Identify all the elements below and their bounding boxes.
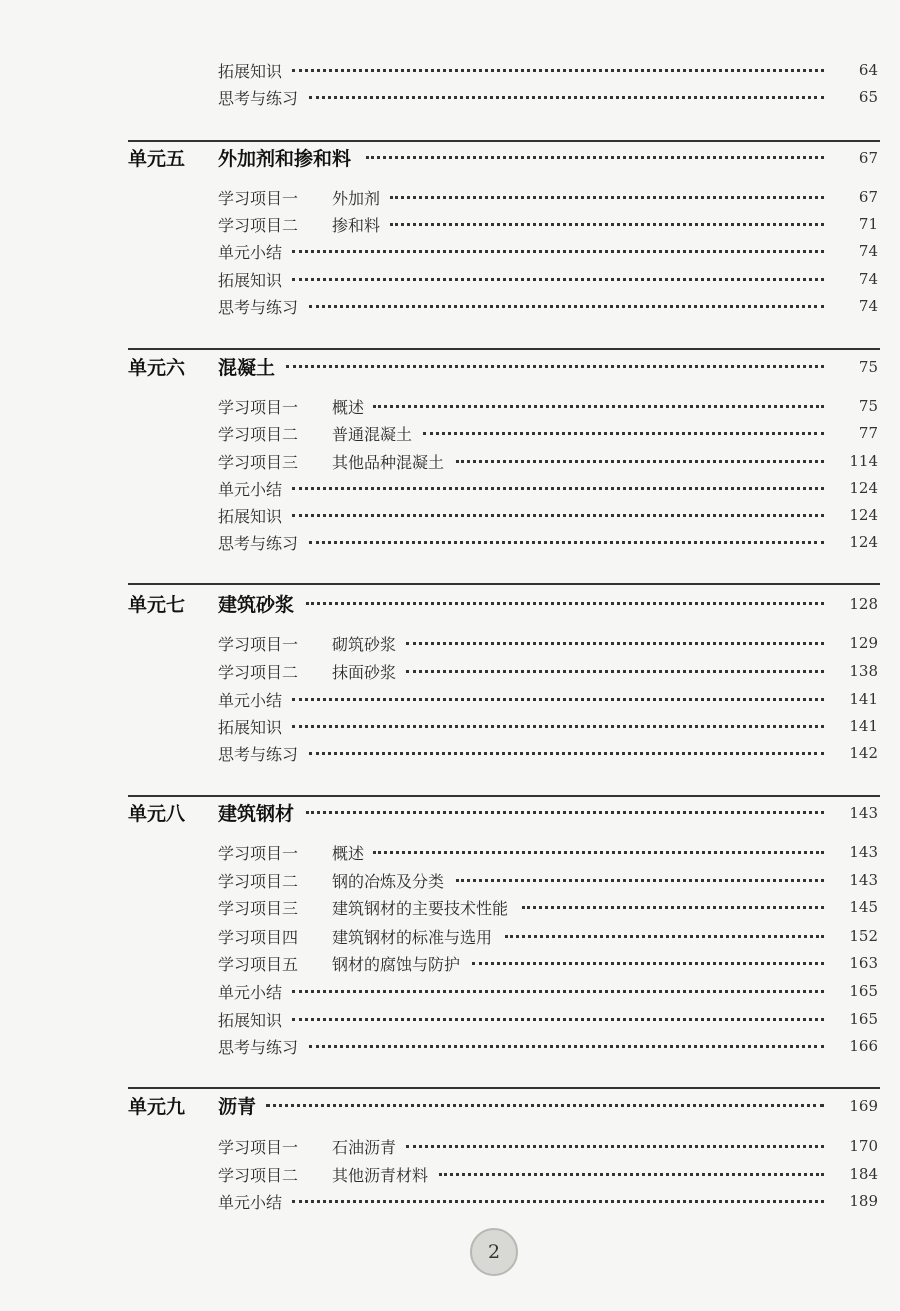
page-reference: 165 bbox=[849, 982, 878, 1000]
page-reference: 128 bbox=[849, 595, 878, 613]
toc-subentry[interactable] bbox=[0, 83, 900, 111]
page-reference: 129 bbox=[849, 634, 878, 652]
entry-label: 学习项目二 bbox=[218, 1165, 299, 1185]
entry-label: 学习项目一 bbox=[218, 188, 299, 208]
toc-subentry[interactable] bbox=[0, 292, 900, 320]
page-reference: 74 bbox=[858, 297, 878, 315]
entry-label: 学习项目二 bbox=[218, 215, 299, 235]
toc-subentry[interactable] bbox=[0, 866, 900, 894]
entry-title: 抹面砂浆 bbox=[332, 662, 397, 682]
entry-label: 学习项目五 bbox=[218, 954, 299, 974]
toc-subentry[interactable] bbox=[0, 237, 900, 265]
page-reference: 143 bbox=[849, 843, 878, 861]
toc-subentry[interactable] bbox=[0, 629, 900, 657]
entry-label: 学习项目一 bbox=[218, 843, 299, 863]
page-reference: 166 bbox=[849, 1037, 878, 1055]
leader-dots bbox=[286, 363, 824, 368]
entry-label: 单元小结 bbox=[218, 242, 283, 262]
toc-subentry[interactable] bbox=[0, 838, 900, 866]
toc-subentry[interactable] bbox=[0, 685, 900, 713]
entry-label: 学习项目二 bbox=[218, 424, 299, 444]
leader-dots bbox=[266, 1102, 824, 1107]
page-number: 2 bbox=[487, 1241, 501, 1263]
toc-subentry[interactable] bbox=[0, 739, 900, 767]
entry-label: 思考与练习 bbox=[218, 88, 299, 108]
entry-label: 学习项目三 bbox=[218, 452, 299, 472]
leader-dots bbox=[522, 904, 825, 909]
toc-subentry[interactable] bbox=[0, 657, 900, 685]
entry-label: 思考与练习 bbox=[218, 744, 299, 764]
toc-subentry[interactable] bbox=[0, 528, 900, 556]
page-reference: 124 bbox=[849, 533, 878, 551]
page-reference: 142 bbox=[849, 744, 878, 762]
page-reference: 138 bbox=[849, 662, 878, 680]
leader-dots bbox=[439, 1171, 824, 1176]
entry-label: 学习项目一 bbox=[218, 634, 299, 654]
entry-title: 砌筑砂浆 bbox=[332, 634, 397, 654]
toc-subentry[interactable] bbox=[0, 893, 900, 921]
page-reference: 141 bbox=[849, 690, 878, 708]
unit-number: 单元七 bbox=[128, 593, 186, 616]
entry-label: 思考与练习 bbox=[218, 297, 299, 317]
entry-label: 学习项目二 bbox=[218, 662, 299, 682]
page-reference: 143 bbox=[849, 804, 878, 822]
page-reference: 75 bbox=[858, 358, 878, 376]
page-reference: 141 bbox=[849, 717, 878, 735]
leader-dots bbox=[292, 67, 824, 72]
leader-dots bbox=[309, 539, 825, 544]
unit-number: 单元八 bbox=[128, 802, 186, 825]
toc-subentry[interactable] bbox=[0, 922, 900, 950]
leader-dots bbox=[309, 750, 825, 755]
entry-label: 单元小结 bbox=[218, 982, 283, 1002]
toc-subentry[interactable] bbox=[0, 56, 900, 84]
toc-unit-entry[interactable] bbox=[0, 1088, 900, 1122]
leader-dots bbox=[390, 194, 825, 199]
leader-dots bbox=[292, 248, 824, 253]
toc-subentry[interactable] bbox=[0, 392, 900, 420]
leader-dots bbox=[292, 988, 824, 993]
page-reference: 124 bbox=[849, 479, 878, 497]
leader-dots bbox=[292, 696, 824, 701]
entry-label: 单元小结 bbox=[218, 479, 283, 499]
page-reference: 67 bbox=[858, 149, 878, 167]
entry-label: 拓展知识 bbox=[218, 270, 283, 290]
entry-label: 单元小结 bbox=[218, 1192, 283, 1212]
entry-title: 其他品种混凝土 bbox=[332, 452, 445, 472]
page-reference: 77 bbox=[858, 424, 878, 442]
page-reference: 152 bbox=[849, 927, 878, 945]
entry-title: 钢材的腐蚀与防护 bbox=[332, 954, 461, 974]
toc-subentry[interactable] bbox=[0, 183, 900, 211]
page-reference: 163 bbox=[849, 954, 878, 972]
toc-subentry[interactable] bbox=[0, 1187, 900, 1215]
entry-label: 学习项目二 bbox=[218, 871, 299, 891]
page-reference: 75 bbox=[858, 397, 878, 415]
toc-subentry[interactable] bbox=[0, 977, 900, 1005]
entry-label: 学习项目一 bbox=[218, 397, 299, 417]
unit-number: 单元五 bbox=[128, 147, 186, 170]
entry-label: 拓展知识 bbox=[218, 506, 283, 526]
page-reference: 64 bbox=[858, 61, 878, 79]
page-reference: 165 bbox=[849, 1010, 878, 1028]
entry-title: 建筑钢材的主要技术性能 bbox=[332, 898, 509, 918]
leader-dots bbox=[390, 221, 825, 226]
leader-dots bbox=[309, 1043, 825, 1048]
page-reference: 143 bbox=[849, 871, 878, 889]
unit-number: 单元九 bbox=[128, 1095, 186, 1118]
leader-dots bbox=[292, 1016, 824, 1021]
leader-dots bbox=[472, 960, 824, 965]
toc-subentry[interactable] bbox=[0, 1032, 900, 1060]
page-reference: 169 bbox=[849, 1097, 878, 1115]
leader-dots bbox=[292, 723, 824, 728]
entry-title: 概述 bbox=[332, 843, 365, 863]
toc-subentry[interactable] bbox=[0, 447, 900, 475]
leader-dots bbox=[292, 512, 824, 517]
leader-dots bbox=[456, 877, 825, 882]
entry-title: 概述 bbox=[332, 397, 365, 417]
unit-title: 沥青 bbox=[218, 1095, 257, 1118]
entry-title: 钢的冶炼及分类 bbox=[332, 871, 445, 891]
unit-title: 建筑钢材 bbox=[218, 802, 295, 825]
page-reference: 65 bbox=[858, 88, 878, 106]
page-reference: 67 bbox=[858, 188, 878, 206]
leader-dots bbox=[306, 600, 824, 605]
leader-dots bbox=[423, 430, 825, 435]
toc-subentry[interactable] bbox=[0, 501, 900, 529]
page-reference: 184 bbox=[849, 1165, 878, 1183]
toc-subentry[interactable] bbox=[0, 419, 900, 447]
leader-dots bbox=[406, 668, 824, 673]
leader-dots bbox=[292, 485, 824, 490]
section-divider bbox=[128, 583, 880, 585]
toc-subentry[interactable] bbox=[0, 1005, 900, 1033]
entry-label: 思考与练习 bbox=[218, 533, 299, 553]
entry-title: 外加剂 bbox=[332, 188, 381, 208]
leader-dots bbox=[292, 1198, 824, 1203]
leader-dots bbox=[292, 276, 824, 281]
unit-title: 建筑砂浆 bbox=[218, 593, 295, 616]
entry-label: 拓展知识 bbox=[218, 1010, 283, 1030]
leader-dots bbox=[373, 849, 824, 854]
entry-title: 掺和料 bbox=[332, 215, 381, 235]
toc-subentry[interactable] bbox=[0, 1132, 900, 1160]
leader-dots bbox=[309, 94, 825, 99]
entry-title: 石油沥青 bbox=[332, 1137, 397, 1157]
page-reference: 189 bbox=[849, 1192, 878, 1210]
toc-subentry[interactable] bbox=[0, 712, 900, 740]
unit-number: 单元六 bbox=[128, 356, 186, 379]
toc-unit-entry[interactable] bbox=[0, 349, 900, 383]
entry-label: 学习项目三 bbox=[218, 898, 299, 918]
toc-subentry[interactable] bbox=[0, 210, 900, 238]
leader-dots bbox=[406, 1143, 824, 1148]
page-reference: 71 bbox=[858, 215, 878, 233]
page-reference: 145 bbox=[849, 898, 878, 916]
toc-subentry[interactable] bbox=[0, 474, 900, 502]
entry-label: 单元小结 bbox=[218, 690, 283, 710]
page-reference: 124 bbox=[849, 506, 878, 524]
toc-subentry[interactable] bbox=[0, 265, 900, 293]
entry-label: 思考与练习 bbox=[218, 1037, 299, 1057]
page-reference: 114 bbox=[849, 452, 878, 470]
entry-title: 普通混凝土 bbox=[332, 424, 413, 444]
leader-dots bbox=[505, 933, 824, 938]
leader-dots bbox=[456, 458, 825, 463]
entry-title: 其他沥青材料 bbox=[332, 1165, 429, 1185]
toc-unit-entry[interactable] bbox=[0, 586, 900, 620]
page-reference: 74 bbox=[858, 270, 878, 288]
toc-unit-entry[interactable] bbox=[0, 795, 900, 829]
page-reference: 74 bbox=[858, 242, 878, 260]
entry-label: 拓展知识 bbox=[218, 717, 283, 737]
entry-label: 拓展知识 bbox=[218, 61, 283, 81]
toc-subentry[interactable] bbox=[0, 1160, 900, 1188]
unit-title: 外加剂和掺和料 bbox=[218, 147, 352, 170]
toc-subentry[interactable] bbox=[0, 949, 900, 977]
leader-dots bbox=[306, 809, 824, 814]
page-number-badge bbox=[470, 1228, 518, 1276]
unit-title: 混凝土 bbox=[218, 356, 276, 379]
leader-dots bbox=[309, 303, 825, 308]
entry-label: 学习项目一 bbox=[218, 1137, 299, 1157]
leader-dots bbox=[373, 403, 824, 408]
leader-dots bbox=[406, 640, 824, 645]
leader-dots bbox=[366, 154, 824, 159]
page-reference: 170 bbox=[849, 1137, 878, 1155]
entry-title: 建筑钢材的标准与选用 bbox=[332, 927, 493, 947]
entry-label: 学习项目四 bbox=[218, 927, 299, 947]
toc-unit-entry[interactable] bbox=[0, 140, 900, 174]
